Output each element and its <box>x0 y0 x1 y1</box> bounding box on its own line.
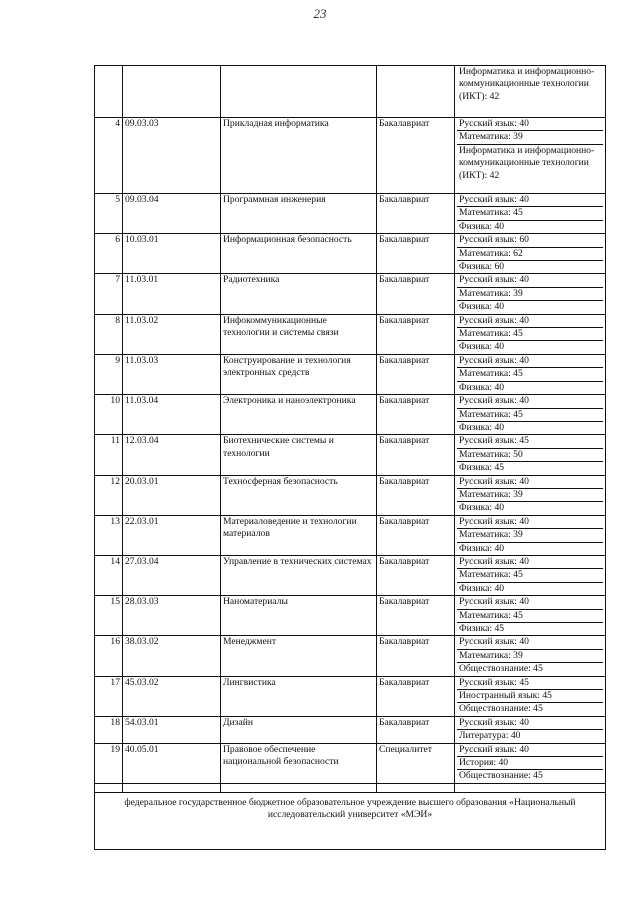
cell-code: 11.03.02 <box>123 314 221 354</box>
cell-code <box>123 66 221 118</box>
cell-direction: Электроника и наноэлектроника <box>221 395 377 435</box>
exam-item: Русский язык: 40 <box>457 636 603 649</box>
footer-row <box>95 792 606 849</box>
cell-direction: Правовое обеспечение национальной безопасности <box>221 743 377 783</box>
cell-num: 7 <box>95 274 123 314</box>
cell-level: Бакалавриат <box>377 515 455 555</box>
exam-item: Математика: 39 <box>457 131 603 144</box>
table-row <box>95 435 606 475</box>
cell-direction: Радиотехника <box>221 274 377 314</box>
exam-item: Физика: 45 <box>459 623 505 634</box>
footer-institution: федеральное государственное бюджетное образовательное учреждение высшего образования «Национальный исследовательский университет «МЭИ» <box>95 792 606 849</box>
table-row <box>95 354 606 394</box>
table-row <box>95 716 606 743</box>
cell-code: 11.03.03 <box>123 354 221 394</box>
cell-code: 11.03.01 <box>123 274 221 314</box>
gap-row <box>95 783 606 792</box>
exam-item: Математика: 45 <box>457 207 603 220</box>
cell-level: Бакалавриат <box>377 676 455 716</box>
exam-item: Физика: 40 <box>459 341 505 353</box>
exam-item: Математика: 50 <box>457 449 603 462</box>
cell-level: Бакалавриат <box>377 314 455 354</box>
cell-code: 09.03.03 <box>123 118 221 194</box>
cell-level: Специалитет <box>377 743 455 783</box>
exam-item: Математика: 39 <box>457 288 603 301</box>
exam-item: Русский язык: 40 <box>457 476 603 489</box>
cell-direction: Менеджмент <box>221 636 377 676</box>
cell-level: Бакалавриат <box>377 636 455 676</box>
cell-num: 12 <box>95 475 123 515</box>
table-row <box>95 274 606 314</box>
exam-item: Математика: 45 <box>457 368 603 381</box>
cell-num: 6 <box>95 234 123 274</box>
cell-num: 17 <box>95 676 123 716</box>
exam-item: Русский язык: 45 <box>457 435 603 448</box>
cell-num: 5 <box>95 194 123 234</box>
exam-item: Физика: 40 <box>459 301 505 313</box>
cell-direction: Конструирование и технология электронных средств <box>221 354 377 394</box>
cell-code: 40.05.01 <box>123 743 221 783</box>
exam-item: Математика: 45 <box>457 328 603 341</box>
cell-exams <box>455 354 606 394</box>
cell-level: Бакалавриат <box>377 716 455 743</box>
cell-exams <box>455 118 606 194</box>
cell-code: 12.03.04 <box>123 435 221 475</box>
cell-num: 11 <box>95 435 123 475</box>
cell-direction: Лингвистика <box>221 676 377 716</box>
cell-code: 11.03.04 <box>123 395 221 435</box>
cell-num <box>95 66 123 118</box>
exam-item: Русский язык: 40 <box>457 596 603 609</box>
exam-item: Иностранный язык: 45 <box>457 690 603 703</box>
cell-exams <box>455 435 606 475</box>
cell-code: 09.03.04 <box>123 194 221 234</box>
exam-item: Русский язык: 60 <box>457 234 603 247</box>
cell-code: 54.03.01 <box>123 716 221 743</box>
cell-exams <box>455 515 606 555</box>
cell-num: 16 <box>95 636 123 676</box>
exam-item: Физика: 40 <box>459 582 505 594</box>
table-row <box>95 555 606 595</box>
cell-level: Бакалавриат <box>377 395 455 435</box>
exam-item: Русский язык: 40 <box>457 516 603 529</box>
table-row-continued <box>95 66 606 118</box>
exam-item: Физика: 40 <box>459 220 505 232</box>
exam-item: Обществознание: 45 <box>459 663 543 675</box>
cell-exams <box>455 716 606 743</box>
cell-level: Бакалавриат <box>377 475 455 515</box>
exam-item: Русский язык: 40 <box>457 274 603 287</box>
cell-direction: Техносферная безопасность <box>221 475 377 515</box>
cell-level: Бакалавриат <box>377 194 455 234</box>
cell-level <box>377 66 455 118</box>
exam-item: Информатика и информационно-коммуникационные технологии (ИКТ): 42 <box>459 66 595 102</box>
exam-item: Математика: 39 <box>457 650 603 663</box>
cell-exams <box>455 743 606 783</box>
cell-exams <box>455 555 606 595</box>
cell-code: 20.03.01 <box>123 475 221 515</box>
table-row <box>95 636 606 676</box>
cell-direction: Инфокоммуникационные технологии и системы связи <box>221 314 377 354</box>
exam-item: Математика: 62 <box>457 248 603 261</box>
table-row <box>95 596 606 636</box>
exam-item: История: 40 <box>457 757 603 770</box>
exam-item: Математика: 45 <box>457 610 603 623</box>
cell-direction: Управление в технических системах <box>221 555 377 595</box>
exam-item: Физика: 60 <box>459 261 505 273</box>
cell-code: 22.03.01 <box>123 515 221 555</box>
cell-level: Бакалавриат <box>377 234 455 274</box>
cell-exams <box>455 194 606 234</box>
exam-item: Математика: 45 <box>457 569 603 582</box>
exam-item: Русский язык: 40 <box>457 395 603 408</box>
cell-direction: Биотехнические системы и технологии <box>221 435 377 475</box>
cell-num: 19 <box>95 743 123 783</box>
cell-code: 27.03.04 <box>123 555 221 595</box>
cell-level: Бакалавриат <box>377 354 455 394</box>
cell-direction: Материаловедение и технологии материалов <box>221 515 377 555</box>
cell-num: 8 <box>95 314 123 354</box>
cell-num: 18 <box>95 716 123 743</box>
cell-code: 10.03.01 <box>123 234 221 274</box>
exam-item: Математика: 39 <box>457 529 603 542</box>
table-row <box>95 515 606 555</box>
cell-direction <box>221 66 377 118</box>
table-row <box>95 118 606 194</box>
cell-num: 9 <box>95 354 123 394</box>
cell-exams <box>455 274 606 314</box>
cell-exams <box>455 636 606 676</box>
exam-item: Русский язык: 40 <box>457 355 603 368</box>
cell-exams <box>455 234 606 274</box>
exam-item: Русский язык: 40 <box>457 315 603 328</box>
exam-item: Русский язык: 45 <box>457 677 603 690</box>
cell-direction: Программная инженерия <box>221 194 377 234</box>
table-row <box>95 234 606 274</box>
cell-level: Бакалавриат <box>377 555 455 595</box>
cell-exams <box>455 596 606 636</box>
exam-item: Математика: 39 <box>457 489 603 502</box>
cell-code: 45.03.02 <box>123 676 221 716</box>
page-number: 23 <box>313 6 327 21</box>
cell-direction: Наноматериалы <box>221 596 377 636</box>
exam-item: Физика: 40 <box>459 542 505 554</box>
cell-level: Бакалавриат <box>377 596 455 636</box>
cell-num: 15 <box>95 596 123 636</box>
table-row <box>95 314 606 354</box>
table-row <box>95 743 606 783</box>
cell-level: Бакалавриат <box>377 274 455 314</box>
exam-item: Математика: 45 <box>457 409 603 422</box>
cell-exams <box>455 475 606 515</box>
exam-item: Русский язык: 40 <box>457 194 603 207</box>
exam-item: Русский язык: 40 <box>457 118 603 131</box>
cell-exams <box>455 66 606 118</box>
table-row <box>95 395 606 435</box>
cell-exams <box>455 676 606 716</box>
table-row <box>95 194 606 234</box>
admission-table <box>94 65 606 850</box>
cell-num: 10 <box>95 395 123 435</box>
cell-num: 13 <box>95 515 123 555</box>
cell-num: 14 <box>95 555 123 595</box>
exam-item: Физика: 40 <box>459 421 505 433</box>
exam-item: Информатика и информационно-коммуникационные технологии (ИКТ): 42 <box>459 144 595 181</box>
exam-item: Русский язык: 40 <box>457 556 603 569</box>
cell-level: Бакалавриат <box>377 435 455 475</box>
exam-item: Литература: 40 <box>459 730 521 742</box>
cell-direction: Информационная безопасность <box>221 234 377 274</box>
exam-item: Русский язык: 40 <box>457 717 603 730</box>
cell-num: 4 <box>95 118 123 194</box>
table-body <box>95 66 606 784</box>
cell-exams <box>455 395 606 435</box>
cell-code: 28.03.03 <box>123 596 221 636</box>
exam-item: Обществознание: 45 <box>459 703 543 715</box>
cell-direction: Прикладная информатика <box>221 118 377 194</box>
table-row <box>95 676 606 716</box>
exam-item: Русский язык: 40 <box>457 744 603 757</box>
cell-code: 38.03.02 <box>123 636 221 676</box>
cell-level: Бакалавриат <box>377 118 455 194</box>
cell-exams <box>455 314 606 354</box>
table-row <box>95 475 606 515</box>
exam-item: Обществознание: 45 <box>459 770 543 782</box>
cell-direction: Дизайн <box>221 716 377 743</box>
exam-item: Физика: 45 <box>459 462 505 474</box>
exam-item: Физика: 40 <box>459 381 505 393</box>
exam-item: Физика: 40 <box>459 502 505 514</box>
